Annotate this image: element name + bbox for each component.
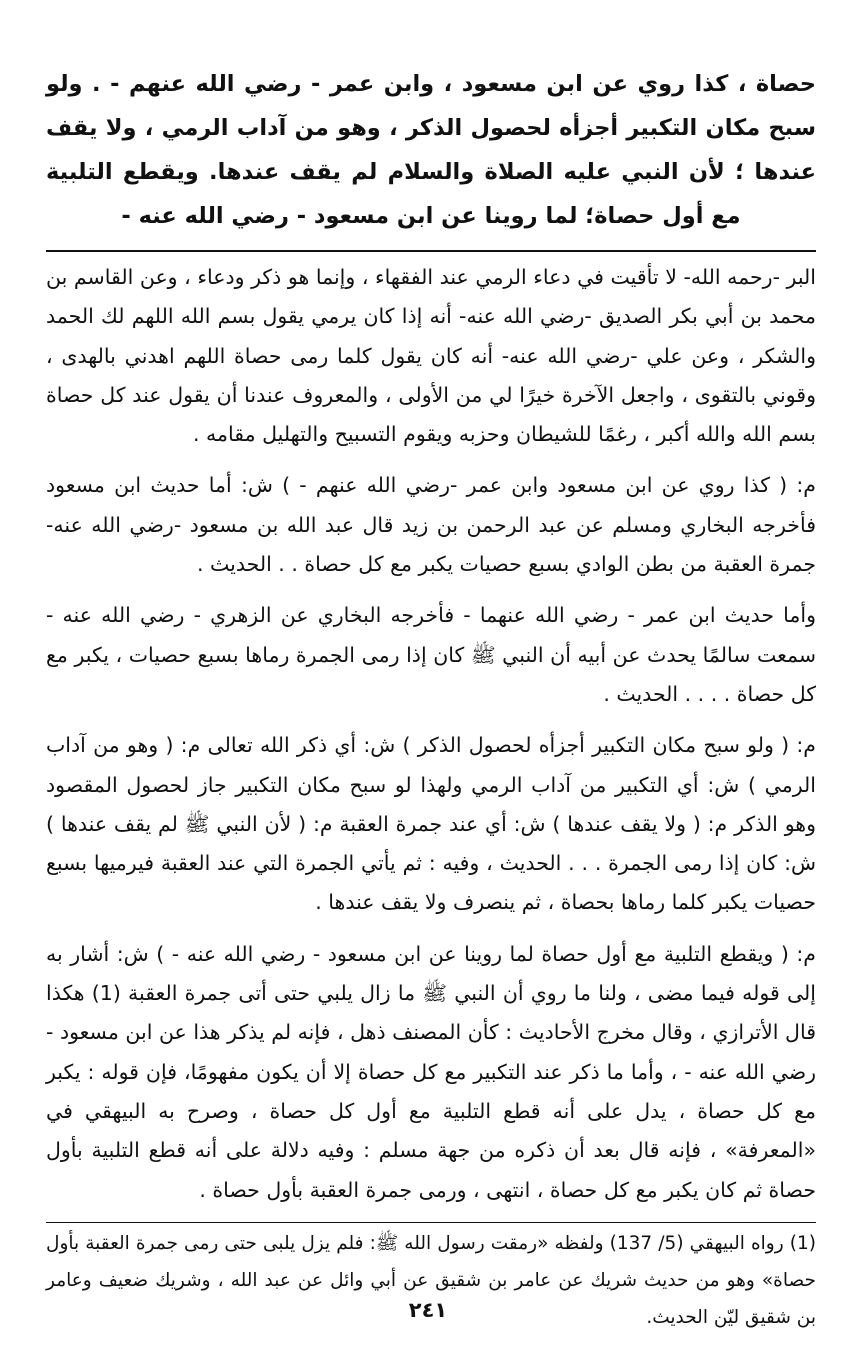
book-page	[46, 62, 816, 1336]
commentary-paragraph: م: ( ولو سبح مكان التكبير أجزأه لحصول الذكر ) ش: أي ذكر الله تعالى م: ( وهو من آداب الرمي ) ش: أي التكبير من آداب الرمي ولهذا لو سبح مكان التكبير جاز لحصول المقصود وهو الذكر م: ( ولا يقف عندها ) ش: أي عند جمرة العقبة م: ( لأن النبي ﷺ لم يقف عندها ) ش: كان إذا رمى الجمرة . . . الحديث ، وفيه : ثم يأتي الجمرة التي عند العقبة فيرميها بسبع حصيات يكبر كلما رماها بحصاة ، ثم ينصرف ولا يقف عندها .	[46, 733, 816, 915]
page-number: ٢٤١	[408, 1298, 448, 1322]
footnote: (1) رواه البيهقي (5/ 137) ولفظه «رمقت رسول الله ﷺ: فلم يزل يلبى حتى رمى جمرة العقبة بأول حصاة» وهو من حديث شريك عن عامر بن شقيق عن أبي وائل عن عبد الله ، وشريك ضعيف وعامر بن شقيق ليّن الحديث.	[46, 1232, 816, 1328]
commentary-paragraph: م: ( كذا روي عن ابن مسعود وابن عمر -رضي الله عنهم - ) ش: أما حديث ابن مسعود فأخرجه البخاري ومسلم عن عبد الرحمن بن زيد قال عبد الله بن مسعود -رضي الله عنه- جمرة العقبة من بطن الوادي بسبع حصيات يكبر مع كل حصاة . . الحديث .	[46, 473, 816, 577]
commentary	[46, 258, 816, 1210]
main-text: حصاة ، كذا روي عن ابن مسعود ، وابن عمر - رضي الله عنهم - . ولو سبح مكان التكبير أجزأه لحصول الذكر ، وهو من آداب الرمي ، ولا يقف عندها ؛ لأن النبي عليه الصلاة والسلام لم يقف عندها. ويقطع التلبية مع أول حصاة؛ لما روينا عن ابن مسعود - رضي الله عنه -	[46, 71, 816, 229]
commentary-paragraph: وأما حديث ابن عمر - رضي الله عنهما - فأخرجه البخاري عن الزهري - رضي الله عنه - سمعت سالمًا يحدث عن أبيه أن النبي ﷺ كان إذا رمى الجمرة رماها بسبع حصيات ، يكبر مع كل حصاة . . . . الحديث .	[46, 603, 816, 706]
commentary-paragraph: البر -رحمه الله- لا تأقيت في دعاء الرمي عند الفقهاء ، وإنما هو ذكر ودعاء ، وعن القاسم بن محمد بن أبي بكر الصديق -رضي الله عنه- أنه إذا كان يرمي يقول بسم الله اللهم لك الحمد والشكر ، وعن علي -رضي الله عنه- أنه كان يقول كلما رمى حصاة اللهم اهدني بالهدى ، وقوني بالتقوى ، واجعل الآخرة خيرًا لي من الأولى ، والمعروف عندنا أن يقول عند كل حصاة بسم الله والله أكبر ، رغمًا للشيطان وحزبه ويقوم التسبيح والتهليل مقامه .	[46, 265, 816, 447]
footnote-divider	[46, 1222, 816, 1223]
commentary-paragraph: م: ( ويقطع التلبية مع أول حصاة لما روينا عن ابن مسعود - رضي الله عنه - ) ش: أشار به إلى قوله فيما مضى ، ولنا ما روي أن النبي ﷺ ما زال يلبي حتى أتى جمرة العقبة (1) هكذا قال الأترازي ، وقال مخرج الأحاديث : كأن المصنف ذهل ، فإنه لم يذكر هذا عن ابن مسعود - رضي الله عنه - ، وأما ما ذكر عند التكبير مع كل حصاة إلا أن يكون مفهومًا، فإن قوله : يكبر مع كل حصاة ، يدل على أنه قطع التلبية مع أول كل حصاة ، وصرح به البيهقي في «المعرفة» ، فإنه قال بعد أن ذكره من جهة مسلم : وفيه دلالة على أنه قطع التلبية بأول حصاة ثم كان يكبر مع كل حصاة ، انتهى ، ورمى جمرة العقبة بأول حصاة .	[46, 941, 816, 1202]
main-text-divider	[46, 250, 816, 252]
